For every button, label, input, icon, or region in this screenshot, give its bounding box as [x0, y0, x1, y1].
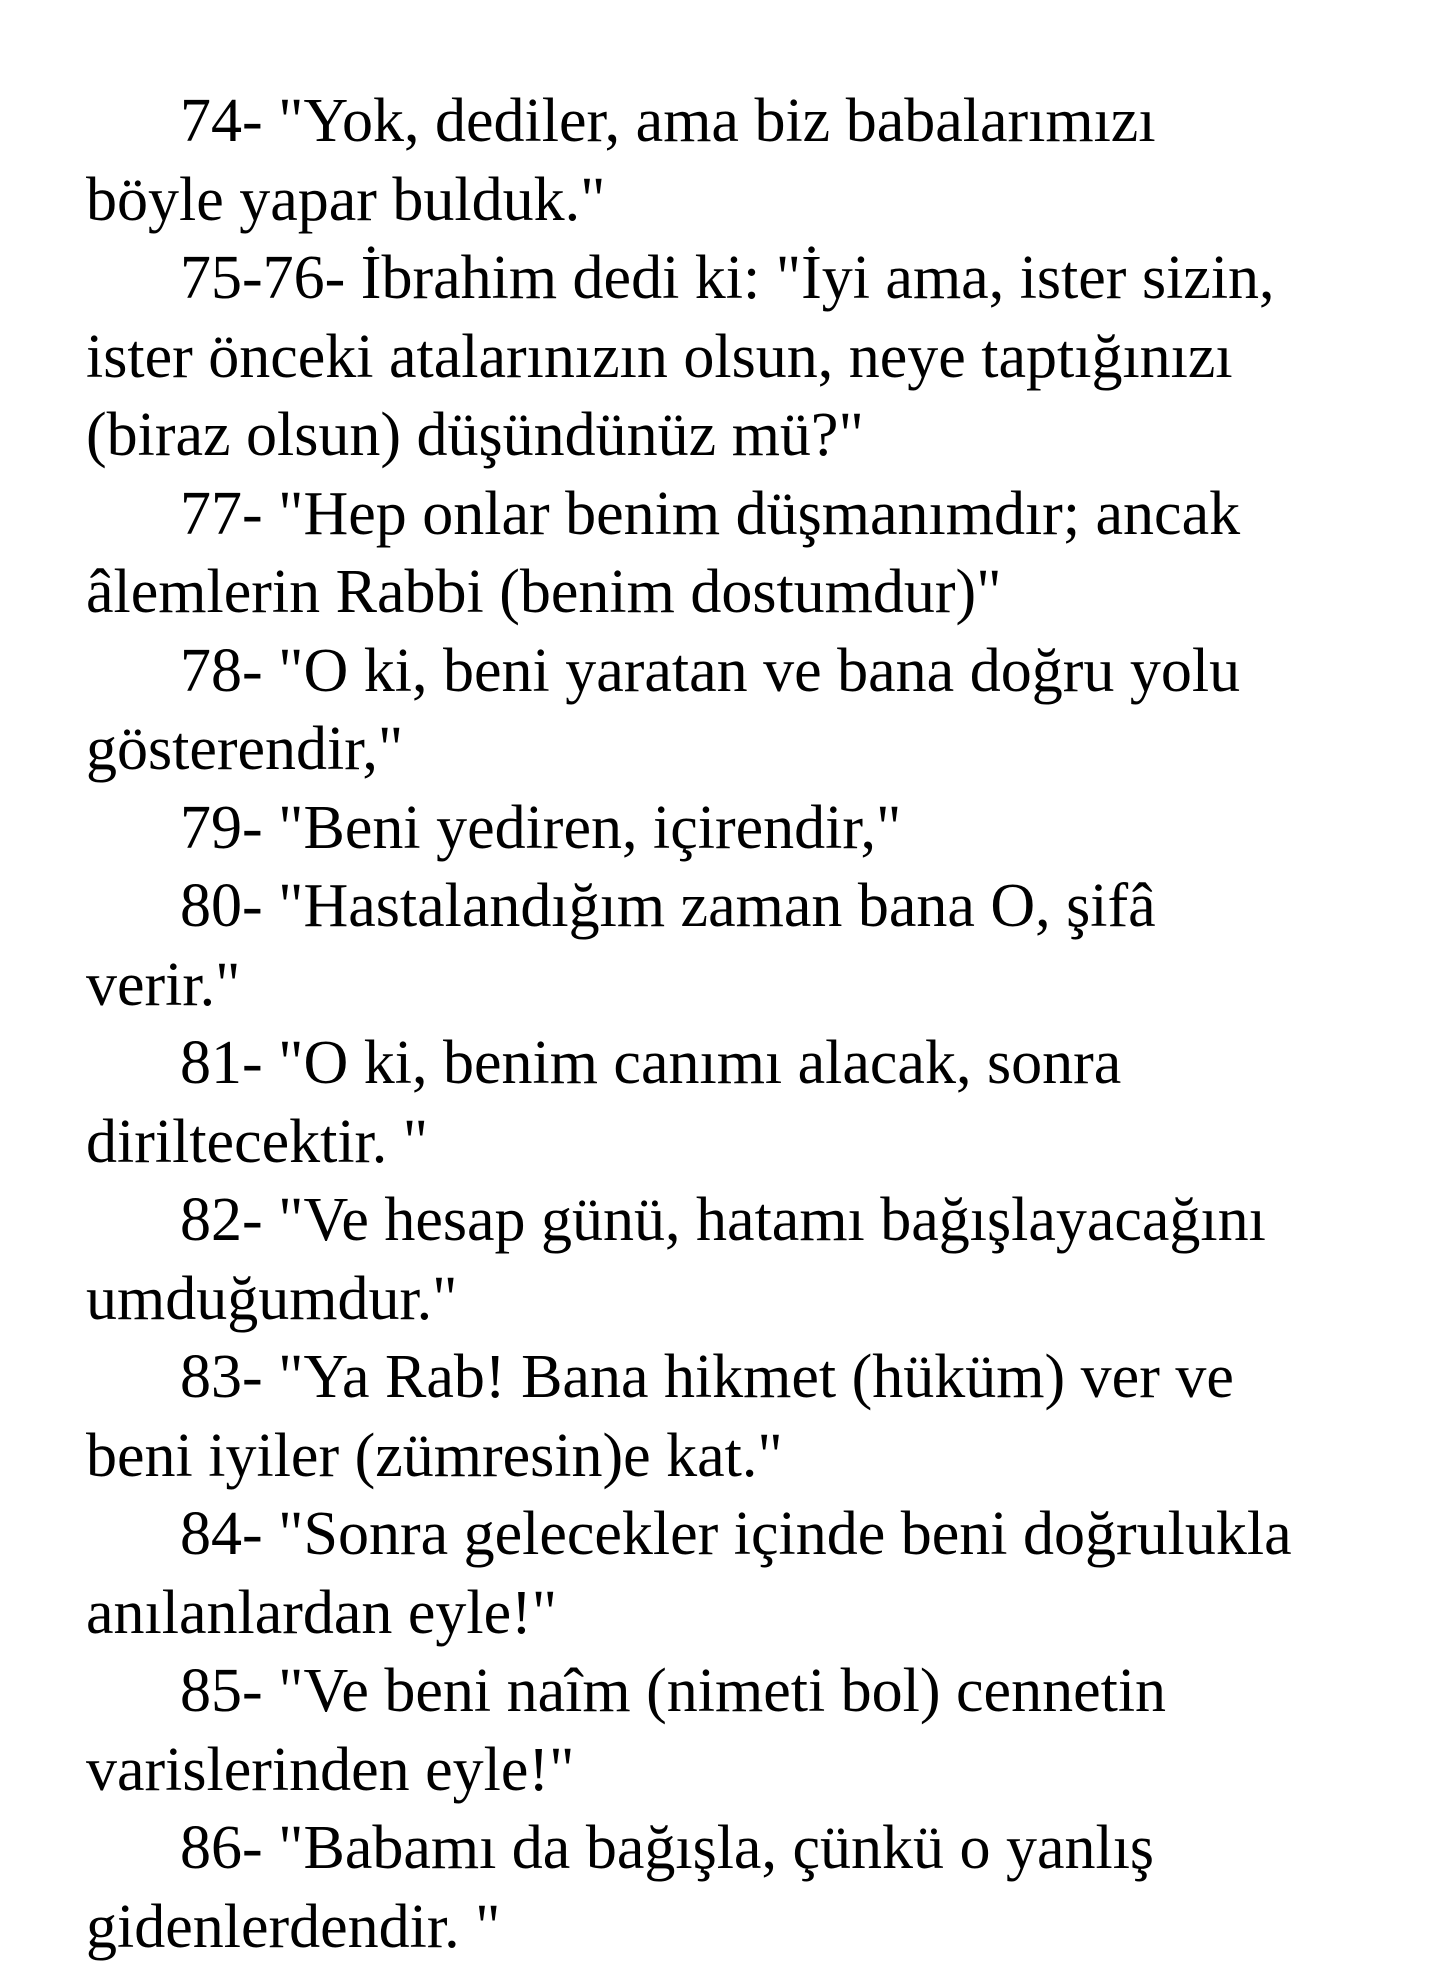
- verse-number: 78-: [180, 637, 263, 705]
- verse-text: "O ki, beni yaratan ve bana doğru yolu: [278, 637, 1240, 705]
- verse-85-line-2: varislerinden eyle!": [86, 1731, 1406, 1810]
- verse-85-line-1: [86, 1652, 1406, 1731]
- verse-77-line-2: âlemlerin Rabbi (benim dostumdur)": [86, 553, 1406, 632]
- verse-78-line-1: [86, 632, 1406, 711]
- verse-number: 85-: [180, 1657, 263, 1725]
- verse-text: "Yok, dediler, ama biz babalarımızı: [278, 87, 1155, 155]
- verse-number: 83-: [180, 1343, 263, 1411]
- verse-82-line-2: umduğumdur.": [86, 1260, 1406, 1339]
- verse-number: 77-: [180, 480, 263, 548]
- verse-text: "Ve hesap günü, hatamı bağışlayacağını: [278, 1186, 1266, 1254]
- verse-number: 81-: [180, 1029, 263, 1097]
- verse-79-line-1: [86, 789, 1406, 868]
- verse-80-line-1: [86, 867, 1406, 946]
- verse-86-line-1: [86, 1809, 1406, 1888]
- verse-86-line-2: gidenlerdendir. ": [86, 1888, 1406, 1966]
- verse-number: 74-: [180, 87, 263, 155]
- verse-74-line-2: böyle yapar bulduk.": [86, 161, 1406, 240]
- verse-text: "Babamı da bağışla, çünkü o yanlış: [278, 1814, 1154, 1882]
- verse-text: "Ya Rab! Bana hikmet (hüküm) ver ve: [278, 1343, 1234, 1411]
- verse-80-line-2: verir.": [86, 946, 1406, 1025]
- verse-number: 86-: [180, 1814, 263, 1882]
- verse-77-line-1: [86, 475, 1406, 554]
- verse-text: "Hastalandığım zaman bana O, şifâ: [278, 872, 1156, 940]
- verse-81-line-1: [86, 1024, 1406, 1103]
- verse-75-76-line-1: [86, 239, 1406, 318]
- verse-number: 82-: [180, 1186, 263, 1254]
- verse-83-line-1: [86, 1338, 1406, 1417]
- verse-text: "Ve beni naîm (nimeti bol) cennetin: [278, 1657, 1166, 1725]
- verse-text-block: [86, 82, 1406, 1966]
- verse-83-line-2: beni iyiler (zümresin)e kat.": [86, 1417, 1406, 1496]
- verse-text: "Beni yediren, içirendir,": [278, 794, 901, 862]
- verse-81-line-2: diriltecektir. ": [86, 1103, 1406, 1182]
- verse-75-76-line-3: (biraz olsun) düşündünüz mü?": [86, 396, 1406, 475]
- verse-number: 75-76-: [180, 244, 345, 312]
- verse-number: 84-: [180, 1500, 263, 1568]
- verse-number: 80-: [180, 872, 263, 940]
- verse-78-line-2: gösterendir,": [86, 710, 1406, 789]
- verse-text: İbrahim dedi ki: "İyi ama, ister sizin,: [361, 244, 1275, 312]
- verse-number: 79-: [180, 794, 263, 862]
- verse-text: "Hep onlar benim düşmanımdır; ancak: [278, 480, 1240, 548]
- verse-75-76-line-2: ister önceki atalarınızın olsun, neye taptığınızı: [86, 318, 1406, 397]
- verse-text: "O ki, benim canımı alacak, sonra: [278, 1029, 1121, 1097]
- verse-74-line-1: [86, 82, 1406, 161]
- verse-82-line-1: [86, 1181, 1406, 1260]
- verse-84-line-2: anılanlardan eyle!": [86, 1574, 1406, 1653]
- verse-text: "Sonra gelecekler içinde beni doğrulukla: [278, 1500, 1292, 1568]
- verse-84-line-1: [86, 1495, 1406, 1574]
